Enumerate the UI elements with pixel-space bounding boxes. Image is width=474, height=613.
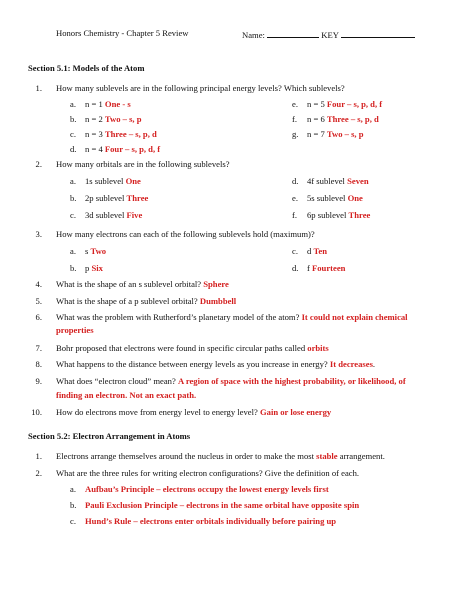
list-item: d. <box>292 176 299 186</box>
answer: Aufbau’s Principle – electrons occupy the lowest energy levels first <box>85 484 329 494</box>
answer: One <box>125 176 141 186</box>
question-text: What happens to the distance between energy levels as you increase in energy? It decreases. <box>56 359 376 369</box>
answer: Hund’s Rule – electrons enter orbitals individually before pairing up <box>85 516 337 526</box>
list-item: a. <box>70 99 76 109</box>
answer: Dumbbell <box>199 296 237 306</box>
list-item: 4f sublevel Seven <box>307 176 369 186</box>
list-item: g. <box>292 129 299 139</box>
question-number: 5. <box>35 296 42 306</box>
answer: orbits <box>307 343 329 353</box>
question-number: 3. <box>35 229 42 239</box>
question-number: 6. <box>35 312 42 322</box>
section-title: Section 5.1: Models of the Atom <box>28 63 145 73</box>
list-item: n = 1 One - s <box>85 99 131 109</box>
question-number: 7. <box>35 343 42 353</box>
list-item: b. <box>70 114 77 124</box>
question-number: 10. <box>31 407 42 417</box>
list-item: a. <box>70 176 76 186</box>
answer: Six <box>91 263 103 273</box>
answer: Ten <box>313 246 327 256</box>
list-item: p Six <box>85 263 103 273</box>
list-item: a. <box>70 246 76 256</box>
name-blank <box>267 28 319 38</box>
answer: It decreases <box>329 359 373 369</box>
answer: Three <box>126 193 149 203</box>
list-item: e. <box>292 193 298 203</box>
list-item: b. <box>70 193 77 203</box>
list-item: 3d sublevel Five <box>85 210 143 220</box>
answer: It could not explain chemical <box>301 312 408 322</box>
list-item: n = 3 Three – s, p, d <box>85 129 157 139</box>
answer: A region of space with the highest probability, or likelihood, of <box>177 376 406 386</box>
list-item: b. <box>70 263 77 273</box>
answer: One - s <box>104 99 131 109</box>
answer: Two <box>90 246 107 256</box>
answer: Seven <box>347 176 369 186</box>
question-text: How many electrons can each of the following sublevels hold (maximum)? <box>56 229 315 239</box>
list-item: c. <box>70 129 76 139</box>
list-item: 5s sublevel One <box>307 193 363 203</box>
list-item: n = 2 Two – s, p <box>85 114 142 124</box>
list-item: c. <box>292 246 298 256</box>
list-item: f Fourteen <box>307 263 346 273</box>
list-item: 6p sublevel Three <box>307 210 371 220</box>
answer: Pauli Exclusion Principle – electrons in the same orbital have opposite spin <box>85 500 360 510</box>
answer: Fourteen <box>312 263 346 273</box>
question-text: How many sublevels are in the following principal energy levels? Which sublevels? <box>56 83 345 93</box>
list-item: 2p sublevel Three <box>85 193 149 203</box>
list-item: d. <box>292 263 299 273</box>
name-line <box>242 28 415 41</box>
question-number: 9. <box>35 376 42 386</box>
name-label: Name: <box>242 30 265 40</box>
list-item: n = 4 Four – s, p, d, f <box>85 144 161 154</box>
question-number: 2. <box>35 468 42 478</box>
answer: Five <box>126 210 143 220</box>
list-item: n = 5 Four – s, p, d, f <box>307 99 383 109</box>
list-item: a. <box>70 484 76 494</box>
answer: stable <box>316 451 338 461</box>
header-title: Honors Chemistry - Chapter 5 Review <box>56 28 189 38</box>
question-text: What is the shape of an s sublevel orbital? Sphere <box>56 279 229 289</box>
list-item: s Two <box>85 246 107 256</box>
list-item: b. <box>70 500 77 510</box>
key-blank <box>341 28 415 38</box>
question-text: Bohr proposed that electrons were found in specific circular paths called orbits <box>56 343 329 353</box>
answer: Two – s, p <box>326 129 364 139</box>
question-text: What is the shape of a p sublevel orbital? Dumbbell <box>56 296 237 306</box>
question-text: What was the problem with Rutherford’s planetary model of the atom? It could not explain chemical <box>56 312 408 322</box>
list-item: n = 6 Three – s, p, d <box>307 114 379 124</box>
answer-continued: properties <box>56 325 94 335</box>
list-item: d Ten <box>307 246 327 256</box>
question-text: Electrons arrange themselves around the nucleus in order to make the most stable arrangement. <box>56 451 385 461</box>
question-number: 8. <box>35 359 42 369</box>
list-item: c. <box>70 210 76 220</box>
section-title: Section 5.2: Electron Arrangement in Atoms <box>28 431 191 441</box>
answer-continued: finding an electron. Not an exact path. <box>56 390 197 400</box>
question-number: 1. <box>35 83 42 93</box>
answer: Two – s, p <box>104 114 142 124</box>
key-label: KEY <box>321 30 339 40</box>
answer: Three – s, p, d <box>104 129 157 139</box>
question-text: What does “electron cloud” mean? A region of space with the highest probability, or likelihood, of <box>56 376 406 386</box>
list-item: f. <box>292 210 298 220</box>
question-number: 4. <box>35 279 42 289</box>
answer: Four – s, p, d, f <box>104 144 161 154</box>
question-text: What are the three rules for writing electron configurations? Give the definition of each. <box>56 468 360 478</box>
answer: One <box>347 193 363 203</box>
answer: Sphere <box>203 279 229 289</box>
answer: Four – s, p, d, f <box>326 99 383 109</box>
list-item: f. <box>292 114 298 124</box>
list-item: n = 7 Two – s, p <box>307 129 364 139</box>
answer: Three <box>348 210 371 220</box>
list-item: c. <box>70 516 76 526</box>
question-text: How do electrons move from energy level to energy level? Gain or lose energy <box>56 407 332 417</box>
question-text: How many orbitals are in the following sublevels? <box>56 159 230 169</box>
list-item: 1s sublevel One <box>85 176 141 186</box>
list-item: d. <box>70 144 77 154</box>
list-item: e. <box>292 99 298 109</box>
answer: Gain or lose energy <box>259 407 332 417</box>
question-number: 2. <box>35 159 42 169</box>
question-number: 1. <box>35 451 42 461</box>
answer: Three – s, p, d <box>326 114 379 124</box>
